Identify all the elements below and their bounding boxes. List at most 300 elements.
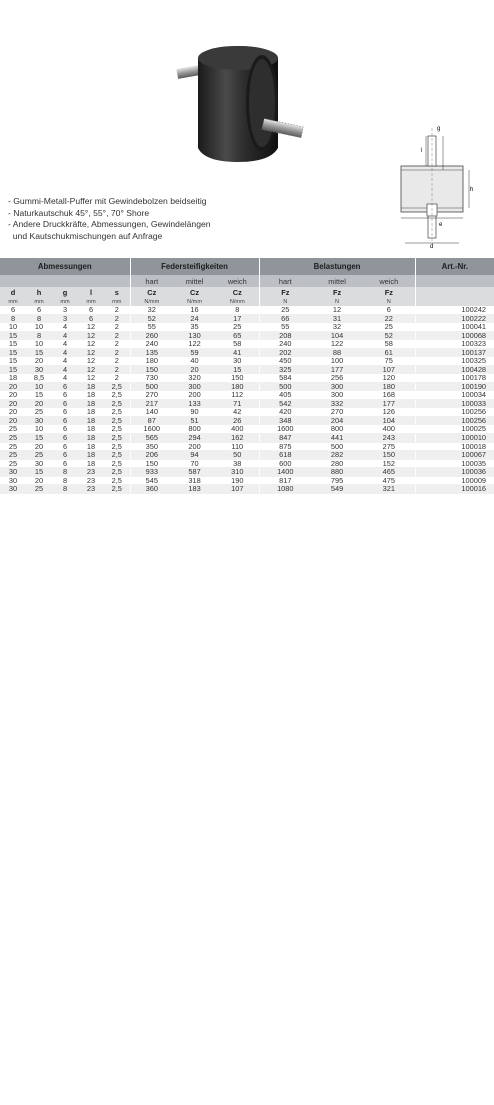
table-cell: 12: [78, 365, 104, 374]
table-cell: 40: [173, 357, 216, 366]
table-cell: 12: [78, 331, 104, 340]
table-cell: 2,5: [104, 451, 130, 460]
table-cell: 12: [78, 374, 104, 383]
table-cell: 23: [78, 476, 104, 485]
sub-hard: hart: [130, 275, 173, 287]
table-cell: 24: [173, 314, 216, 323]
table-cell: 180: [363, 382, 415, 391]
table-cell: 2: [104, 306, 130, 314]
table-cell: 65: [216, 331, 259, 340]
table-cell: 6: [52, 399, 78, 408]
article-number-cell: 100323: [415, 340, 494, 349]
table-cell: 140: [130, 408, 173, 417]
table-cell: 150: [216, 374, 259, 383]
table-row: [0, 485, 494, 494]
table-cell: 162: [216, 433, 259, 442]
table-cell: 6: [78, 314, 104, 323]
table-cell: 150: [130, 459, 173, 468]
table-cell: 2,5: [104, 476, 130, 485]
table-cell: 25: [216, 323, 259, 332]
table-cell: 10: [26, 323, 52, 332]
table-cell: 15: [0, 348, 26, 357]
col-d: d: [0, 287, 26, 297]
table-cell: 55: [259, 323, 311, 332]
label-d: d: [430, 244, 434, 248]
table-cell: 6: [363, 306, 415, 314]
table-cell: 18: [0, 374, 26, 383]
table-cell: 35: [173, 323, 216, 332]
table-cell: 15: [0, 331, 26, 340]
table-cell: 18: [78, 451, 104, 460]
table-cell: 20: [0, 382, 26, 391]
table-cell: 420: [259, 408, 311, 417]
table-cell: 587: [173, 468, 216, 477]
table-cell: 4: [52, 340, 78, 349]
table-cell: 10: [26, 382, 52, 391]
article-number-cell: 100242: [415, 306, 494, 314]
table-cell: 52: [130, 314, 173, 323]
table-cell: 2,5: [104, 408, 130, 417]
table-row: [0, 399, 494, 408]
dimension-drawing: [395, 118, 475, 248]
table-cell: 270: [130, 391, 173, 400]
table-cell: 18: [78, 442, 104, 451]
table-cell: 42: [216, 408, 259, 417]
table-cell: 15: [26, 433, 52, 442]
table-cell: 168: [363, 391, 415, 400]
table-cell: 104: [311, 331, 363, 340]
table-cell: 15: [26, 348, 52, 357]
table-cell: 10: [26, 340, 52, 349]
table-cell: 150: [363, 451, 415, 460]
table-cell: 542: [259, 399, 311, 408]
unit-mm: mm: [104, 297, 130, 306]
table-cell: 15: [26, 468, 52, 477]
table-row: [0, 425, 494, 434]
table-cell: 150: [130, 365, 173, 374]
table-cell: 12: [78, 348, 104, 357]
table-row: [0, 476, 494, 485]
article-number-cell: 100025: [415, 425, 494, 434]
table-cell: 8: [52, 485, 78, 494]
table-cell: 2,5: [104, 459, 130, 468]
unit-n: N: [363, 297, 415, 306]
table-cell: 30: [26, 365, 52, 374]
table-cell: 206: [130, 451, 173, 460]
table-cell: 2: [104, 314, 130, 323]
table-row: [0, 348, 494, 357]
table-cell: 12: [78, 340, 104, 349]
table-cell: 70: [173, 459, 216, 468]
group-loads: Belastungen: [259, 258, 415, 275]
table-cell: 66: [259, 314, 311, 323]
table-cell: 280: [311, 459, 363, 468]
table-cell: 30: [0, 468, 26, 477]
table-row: [0, 433, 494, 442]
table-cell: 18: [78, 382, 104, 391]
table-cell: 800: [173, 425, 216, 434]
unit-mm: mm: [52, 297, 78, 306]
table-cell: 25: [26, 485, 52, 494]
table-cell: 240: [259, 340, 311, 349]
table-row: [0, 391, 494, 400]
table-cell: 25: [259, 306, 311, 314]
table-cell: 2: [104, 357, 130, 366]
table-row: [0, 374, 494, 383]
table-row: [0, 357, 494, 366]
table-cell: 545: [130, 476, 173, 485]
table-cell: 26: [216, 416, 259, 425]
table-cell: 22: [363, 314, 415, 323]
table-cell: 25: [26, 451, 52, 460]
table-cell: 4: [52, 357, 78, 366]
table-cell: 618: [259, 451, 311, 460]
table-cell: 200: [173, 391, 216, 400]
table-cell: 32: [311, 323, 363, 332]
table-cell: 6: [52, 442, 78, 451]
table-cell: 2,5: [104, 468, 130, 477]
table-row: [0, 442, 494, 451]
table-cell: 18: [78, 433, 104, 442]
unit-header-row: [0, 297, 494, 306]
sub-soft: weich: [216, 275, 259, 287]
table-cell: 1600: [130, 425, 173, 434]
table-cell: 933: [130, 468, 173, 477]
group-spring-rates: Federsteifigkeiten: [130, 258, 259, 275]
feature-item: - Naturkautschuk 45°, 55°, 70° Shore: [8, 207, 150, 218]
label-h: h: [470, 187, 474, 193]
unit-nmm: N/mm: [130, 297, 173, 306]
table-cell: 25: [363, 323, 415, 332]
table-cell: 8: [0, 314, 26, 323]
table-cell: 8: [216, 306, 259, 314]
table-cell: 200: [173, 442, 216, 451]
table-cell: 25: [0, 442, 26, 451]
table-cell: 10: [0, 323, 26, 332]
table-cell: 58: [363, 340, 415, 349]
table-cell: 202: [259, 348, 311, 357]
col-cz-medium: Cz: [173, 287, 216, 297]
table-cell: 177: [363, 399, 415, 408]
table-cell: 15: [26, 391, 52, 400]
article-number-cell: 100067: [415, 451, 494, 460]
table-cell: 12: [78, 323, 104, 332]
table-cell: 1080: [259, 485, 311, 494]
table-row: [0, 408, 494, 417]
group-dimensions: Abmessungen: [0, 258, 130, 275]
table-cell: 400: [363, 425, 415, 434]
col-fz-soft: Fz: [363, 287, 415, 297]
table-cell: 122: [173, 340, 216, 349]
table-cell: 2,5: [104, 433, 130, 442]
table-cell: 25: [26, 408, 52, 417]
col-cz-soft: Cz: [216, 287, 259, 297]
table-cell: 71: [216, 399, 259, 408]
table-cell: 20: [0, 391, 26, 400]
table-cell: 20: [26, 399, 52, 408]
table-cell: 100: [311, 357, 363, 366]
article-number-cell: 100034: [415, 391, 494, 400]
table-row: [0, 451, 494, 460]
table-cell: 294: [173, 433, 216, 442]
table-cell: 25: [0, 459, 26, 468]
table-cell: 20: [26, 476, 52, 485]
table-cell: 30: [0, 485, 26, 494]
table-cell: 348: [259, 416, 311, 425]
sub-header-dims-blank: [0, 275, 130, 287]
spec-table-body: [0, 306, 494, 493]
sub-load-hard: hart: [259, 275, 311, 287]
product-header: [0, 0, 494, 258]
table-cell: 18: [78, 399, 104, 408]
label-e: e: [439, 222, 443, 228]
table-cell: 6: [26, 306, 52, 314]
col-g: g: [52, 287, 78, 297]
table-cell: 208: [259, 331, 311, 340]
table-cell: 41: [216, 348, 259, 357]
table-cell: 20: [0, 399, 26, 408]
article-number-cell: 100010: [415, 433, 494, 442]
table-cell: 4: [52, 374, 78, 383]
table-cell: 18: [78, 416, 104, 425]
table-cell: 240: [130, 340, 173, 349]
table-cell: 6: [52, 451, 78, 460]
sub-load-soft: weich: [363, 275, 415, 287]
table-cell: 4: [52, 331, 78, 340]
table-cell: 183: [173, 485, 216, 494]
table-cell: 260: [130, 331, 173, 340]
table-cell: 107: [363, 365, 415, 374]
table-cell: 10: [26, 425, 52, 434]
table-cell: 6: [52, 408, 78, 417]
table-cell: 332: [311, 399, 363, 408]
table-cell: 3: [52, 314, 78, 323]
table-cell: 6: [52, 382, 78, 391]
table-cell: 18: [78, 459, 104, 468]
table-cell: 360: [130, 485, 173, 494]
table-cell: 500: [311, 442, 363, 451]
table-cell: 217: [130, 399, 173, 408]
table-cell: 3: [52, 306, 78, 314]
table-cell: 318: [173, 476, 216, 485]
unit-mm: mm: [0, 297, 26, 306]
table-cell: 6: [52, 433, 78, 442]
table-cell: 38: [216, 459, 259, 468]
article-number-cell: 100009: [415, 476, 494, 485]
table-cell: 256: [311, 374, 363, 383]
table-cell: 795: [311, 476, 363, 485]
table-row: [0, 331, 494, 340]
sub-medium: mittel: [173, 275, 216, 287]
table-cell: 50: [216, 451, 259, 460]
table-cell: 18: [78, 408, 104, 417]
table-cell: 120: [363, 374, 415, 383]
article-number-cell: 100325: [415, 357, 494, 366]
sub-header-row: [0, 275, 494, 287]
table-cell: 107: [216, 485, 259, 494]
table-cell: 350: [130, 442, 173, 451]
spec-table: [0, 258, 494, 494]
table-cell: 52: [363, 331, 415, 340]
table-cell: 321: [363, 485, 415, 494]
table-cell: 59: [173, 348, 216, 357]
table-cell: 8,5: [26, 374, 52, 383]
table-cell: 6: [78, 306, 104, 314]
table-cell: 15: [0, 365, 26, 374]
col-fz-hard: Fz: [259, 287, 311, 297]
table-cell: 25: [0, 425, 26, 434]
table-row: [0, 416, 494, 425]
table-cell: 15: [216, 365, 259, 374]
table-cell: 133: [173, 399, 216, 408]
table-cell: 600: [259, 459, 311, 468]
table-cell: 8: [52, 476, 78, 485]
table-cell: 400: [216, 425, 259, 434]
article-number-cell: 100068: [415, 331, 494, 340]
table-cell: 180: [130, 357, 173, 366]
table-cell: 325: [259, 365, 311, 374]
table-cell: 1400: [259, 468, 311, 477]
table-cell: 58: [216, 340, 259, 349]
table-cell: 4: [52, 323, 78, 332]
article-number-cell: 100256: [415, 408, 494, 417]
table-cell: 2,5: [104, 425, 130, 434]
table-cell: 177: [311, 365, 363, 374]
table-cell: 270: [311, 408, 363, 417]
table-cell: 2: [104, 323, 130, 332]
table-cell: 2,5: [104, 391, 130, 400]
article-number-cell: 100178: [415, 374, 494, 383]
table-cell: 6: [52, 391, 78, 400]
table-cell: 20: [0, 416, 26, 425]
unit-mm: mm: [26, 297, 52, 306]
article-number-cell: 100016: [415, 485, 494, 494]
table-cell: 18: [78, 391, 104, 400]
table-cell: 800: [311, 425, 363, 434]
article-number-cell: 100036: [415, 468, 494, 477]
sub-load-medium: mittel: [311, 275, 363, 287]
table-cell: 300: [311, 391, 363, 400]
table-cell: 450: [259, 357, 311, 366]
table-cell: 112: [216, 391, 259, 400]
table-cell: 405: [259, 391, 311, 400]
article-number-cell: 100018: [415, 442, 494, 451]
article-number-cell: 100041: [415, 323, 494, 332]
table-cell: 310: [216, 468, 259, 477]
table-row: [0, 323, 494, 332]
table-row: [0, 340, 494, 349]
table-cell: 152: [363, 459, 415, 468]
table-cell: 20: [26, 357, 52, 366]
table-cell: 565: [130, 433, 173, 442]
table-cell: 8: [26, 331, 52, 340]
article-number-cell: 100428: [415, 365, 494, 374]
col-art-blank: [415, 287, 494, 297]
table-cell: 4: [52, 348, 78, 357]
table-cell: 32: [130, 306, 173, 314]
table-cell: 4: [52, 365, 78, 374]
table-cell: 2,5: [104, 416, 130, 425]
table-cell: 23: [78, 468, 104, 477]
table-cell: 110: [216, 442, 259, 451]
table-cell: 75: [363, 357, 415, 366]
table-cell: 243: [363, 433, 415, 442]
table-cell: 875: [259, 442, 311, 451]
table-cell: 20: [26, 442, 52, 451]
table-cell: 55: [130, 323, 173, 332]
table-cell: 6: [0, 306, 26, 314]
table-cell: 126: [363, 408, 415, 417]
table-cell: 2,5: [104, 442, 130, 451]
table-cell: 30: [26, 459, 52, 468]
table-cell: 465: [363, 468, 415, 477]
letter-header-row: [0, 287, 494, 297]
unit-n: N: [311, 297, 363, 306]
table-cell: 6: [52, 416, 78, 425]
table-cell: 500: [259, 382, 311, 391]
table-cell: 25: [0, 433, 26, 442]
table-cell: 30: [0, 476, 26, 485]
table-cell: 300: [311, 382, 363, 391]
table-cell: 61: [363, 348, 415, 357]
table-cell: 135: [130, 348, 173, 357]
table-cell: 300: [173, 382, 216, 391]
table-row: [0, 306, 494, 314]
unit-nmm: N/mm: [216, 297, 259, 306]
table-cell: 104: [363, 416, 415, 425]
table-row: [0, 459, 494, 468]
table-cell: 180: [216, 382, 259, 391]
table-cell: 584: [259, 374, 311, 383]
feature-item: - Gummi-Metall-Puffer mit Gewindebolzen beidseitig: [8, 196, 207, 206]
article-number-cell: 100137: [415, 348, 494, 357]
unit-nmm: N/mm: [173, 297, 216, 306]
table-cell: 90: [173, 408, 216, 417]
table-cell: 16: [173, 306, 216, 314]
table-cell: 2,5: [104, 382, 130, 391]
table-cell: 88: [311, 348, 363, 357]
article-number-cell: 100256: [415, 416, 494, 425]
col-h: h: [26, 287, 52, 297]
table-cell: 2,5: [104, 485, 130, 494]
table-cell: 2: [104, 340, 130, 349]
table-cell: 122: [311, 340, 363, 349]
table-cell: 87: [130, 416, 173, 425]
table-cell: 500: [130, 382, 173, 391]
table-cell: 549: [311, 485, 363, 494]
group-article-number: Art.-Nr.: [415, 258, 494, 275]
table-row: [0, 468, 494, 477]
table-cell: 20: [173, 365, 216, 374]
unit-n: N: [259, 297, 311, 306]
table-cell: 190: [216, 476, 259, 485]
label-g: g: [437, 126, 441, 132]
table-cell: 475: [363, 476, 415, 485]
table-cell: 25: [0, 451, 26, 460]
table-cell: 8: [26, 314, 52, 323]
table-cell: 275: [363, 442, 415, 451]
table-cell: 15: [0, 340, 26, 349]
table-cell: 2: [104, 374, 130, 383]
table-cell: 17: [216, 314, 259, 323]
col-l: l: [78, 287, 104, 297]
table-cell: 30: [216, 357, 259, 366]
unit-mm: mm: [78, 297, 104, 306]
col-s: s: [104, 287, 130, 297]
table-row: [0, 365, 494, 374]
col-fz-medium: Fz: [311, 287, 363, 297]
feature-item: - Andere Druckkräfte, Abmessungen, Gewindelängen: [8, 219, 211, 230]
